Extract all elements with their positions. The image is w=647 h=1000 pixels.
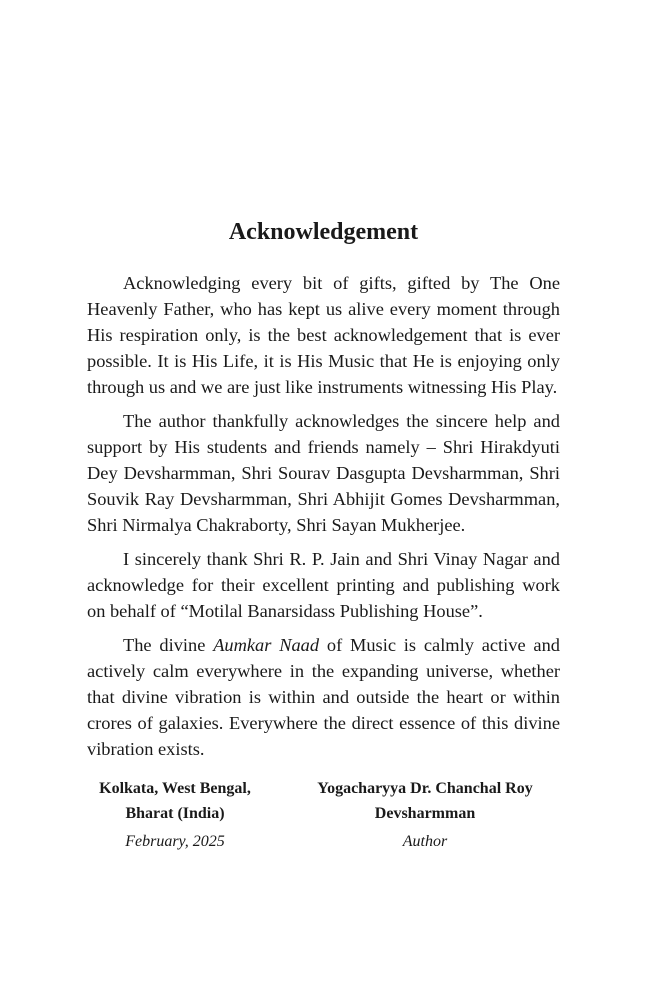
author-role: Author [402, 833, 448, 850]
paragraph-gifts: Acknowledging every bit of gifts, gifted by The One Heavenly Father, who has kept us alive every moment through His respiration only, is the best acknowledgement that is ever possible. It is His Life, it is His Music that He is enjoying only through us and we are just like instruments witnessing His Play. [87, 273, 560, 397]
acknowledgement-page [87, 214, 560, 854]
paragraph-helpers: The author thankfully acknowledges the sincere help and support by His students and friends namely – Shri Hirakdyuti Dey Devsharmman, Shri Sourav Dasgupta Devsharmman, Shri Souvik Ray Devsharmman, Shri Abhijit Gomes Devsharmman, Shri Nirmalya Chakraborty, Shri Sayan Mukherjee. [87, 411, 560, 535]
date: February, 2025 [125, 833, 225, 850]
signature-block [87, 776, 560, 854]
paragraph-text-after: of Music is calmly active and actively calm everywhere in the expanding universe, whether that divine vibration is within and outside the heart or within crores of galaxies. Everywhere the direct essence of this divine vibration exists. [87, 635, 560, 759]
aumkar-naad-italic: Aumkar Naad [213, 635, 320, 655]
paragraph-publisher: I sincerely thank Shri R. P. Jain and Shri Vinay Nagar and acknowledge for their excellent printing and publishing work on behalf of “Motilal Banarsidass Publishing House”. [87, 549, 560, 621]
place-line-2: Bharat (India) [125, 805, 225, 822]
author-block [290, 776, 560, 854]
place-line-1: Kolkata, West Bengal, [99, 780, 251, 797]
paragraph-text-before: The divine [123, 635, 214, 655]
page-title: Acknowledgement [228, 219, 419, 245]
author-name-line-1: Yogacharyya Dr. Chanchal Roy [317, 780, 533, 797]
author-name-line-2: Devsharmman [374, 805, 476, 822]
paragraph-aumkar-naad [87, 632, 560, 762]
place-date-block [87, 776, 263, 854]
